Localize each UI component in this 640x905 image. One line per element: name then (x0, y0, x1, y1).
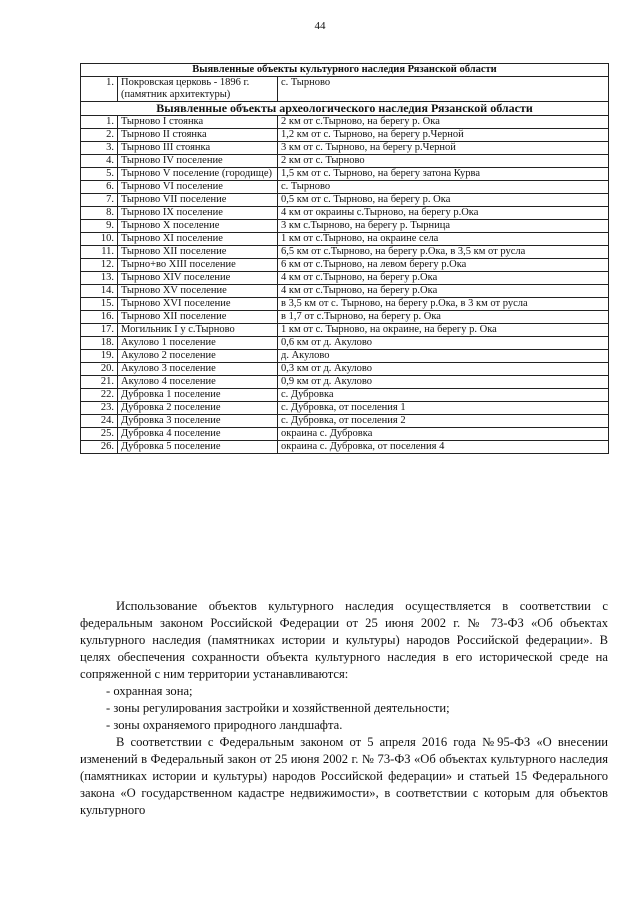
table-row (81, 428, 609, 441)
table-row (81, 337, 609, 350)
object-name: Тырно+во XIII поселение (118, 259, 278, 272)
object-name: Тырново XIV поселение (118, 272, 278, 285)
table-row (81, 259, 609, 272)
object-name: Тырново I стоянка (118, 116, 278, 129)
object-name: Тырново II стоянка (118, 129, 278, 142)
table-row (81, 194, 609, 207)
object-location: 3 км с.Тырново, на берегу р. Тырница (278, 220, 609, 233)
object-location: в 3,5 км от с. Тырново, на берегу р.Ока, в 3 км от русла (278, 298, 609, 311)
row-number: 11. (81, 246, 118, 259)
table-row (81, 129, 609, 142)
page-number: 44 (314, 20, 326, 32)
row-number: 1. (81, 116, 118, 129)
table-row (81, 415, 609, 428)
object-location: 1 км от с. Тырново, на окраине, на берегу р. Ока (278, 324, 609, 337)
table-row (81, 116, 609, 129)
row-number: 4. (81, 155, 118, 168)
object-name: Тырново VI поселение (118, 181, 278, 194)
object-name: Тырново IV поселение (118, 155, 278, 168)
row-number: 9. (81, 220, 118, 233)
table-row (81, 272, 609, 285)
section-header-row (81, 102, 609, 116)
object-location: в 1,7 от с.Тырново, на берегу р. Ока (278, 311, 609, 324)
object-name: Покровская церковь - 1896 г. (памятник архитектуры) (118, 77, 278, 102)
section-title-cultural: Выявленные объекты культурного наследия Рязанской области (81, 64, 609, 77)
table-row (81, 220, 609, 233)
object-location: 4 км от с.Тырново, на берегу р.Ока (278, 285, 609, 298)
row-number: 22. (81, 389, 118, 402)
object-name: Дубровка 4 поселение (118, 428, 278, 441)
row-number: 23. (81, 402, 118, 415)
table-row (81, 155, 609, 168)
row-number: 18. (81, 337, 118, 350)
row-number: 13. (81, 272, 118, 285)
table-row (81, 181, 609, 194)
list-item: - зоны регулирования застройки и хозяйственной деятельности; (106, 701, 450, 715)
table-row (81, 285, 609, 298)
list-item: - зоны охраняемого природного ландшафта. (106, 718, 343, 732)
object-location: с. Дубровка, от поселения 2 (278, 415, 609, 428)
table-row (81, 207, 609, 220)
object-location: 0,5 км от с. Тырново, на берегу р. Ока (278, 194, 609, 207)
object-name: Дубровка 5 поселение (118, 441, 278, 454)
heritage-objects-table (80, 63, 609, 454)
object-location: 3 км от с. Тырново, на берегу р.Черной (278, 142, 609, 155)
object-location: 1,5 км от с. Тырново, на берегу затона Курва (278, 168, 609, 181)
object-location: 0,9 км от д. Акулово (278, 376, 609, 389)
object-location: 2 км от с. Тырново (278, 155, 609, 168)
row-number: 7. (81, 194, 118, 207)
object-name: Акулово 1 поселение (118, 337, 278, 350)
row-number: 14. (81, 285, 118, 298)
row-number: 1. (81, 77, 118, 102)
table-row (81, 441, 609, 454)
object-name: Тырново XVI поселение (118, 298, 278, 311)
object-name: Тырново III стоянка (118, 142, 278, 155)
table-row (81, 363, 609, 376)
object-location: с. Дубровка (278, 389, 609, 402)
row-number: 2. (81, 129, 118, 142)
object-name: Тырново XV поселение (118, 285, 278, 298)
object-location: окраина с. Дубровка (278, 428, 609, 441)
table-row (81, 298, 609, 311)
row-number: 25. (81, 428, 118, 441)
object-location: 1 км от с.Тырново, на окраине села (278, 233, 609, 246)
table-row (81, 233, 609, 246)
section-header-row (81, 64, 609, 77)
object-name: Тырново IX поселение (118, 207, 278, 220)
object-name: Тырново XII поселение (118, 311, 278, 324)
object-location: 1,2 км от с. Тырново, на берегу р.Черной (278, 129, 609, 142)
heritage-table-body (81, 64, 609, 454)
row-number: 21. (81, 376, 118, 389)
table-row (81, 246, 609, 259)
object-location: 0,6 км от д. Акулово (278, 337, 609, 350)
object-name: Могильник I у с.Тырново (118, 324, 278, 337)
object-name: Тырново XII поселение (118, 246, 278, 259)
object-name: Акулово 2 поселение (118, 350, 278, 363)
object-location: с. Тырново (278, 77, 609, 102)
object-name: Тырново VII поселение (118, 194, 278, 207)
row-number: 3. (81, 142, 118, 155)
row-number: 24. (81, 415, 118, 428)
table-row (81, 389, 609, 402)
row-number: 19. (81, 350, 118, 363)
object-location: с. Тырново (278, 181, 609, 194)
table-row (81, 311, 609, 324)
table-row (81, 402, 609, 415)
row-number: 26. (81, 441, 118, 454)
row-number: 8. (81, 207, 118, 220)
object-name: Тырново XI поселение (118, 233, 278, 246)
object-location: 6 км от с.Тырново, на левом берегу р.Ока (278, 259, 609, 272)
table-row (81, 350, 609, 363)
row-number: 15. (81, 298, 118, 311)
object-location: 4 км от окраины с.Тырново, на берегу р.Ока (278, 207, 609, 220)
object-name: Дубровка 2 поселение (118, 402, 278, 415)
object-name: Дубровка 3 поселение (118, 415, 278, 428)
row-number: 20. (81, 363, 118, 376)
table-row (81, 324, 609, 337)
table-row (81, 142, 609, 155)
table-row (81, 168, 609, 181)
object-location: окраина с. Дубровка, от поселения 4 (278, 441, 609, 454)
row-number: 12. (81, 259, 118, 272)
object-location: 4 км от с.Тырново, на берегу р.Ока (278, 272, 609, 285)
section-title-archaeological: Выявленные объекты археологического наследия Рязанской области (81, 102, 609, 116)
paragraph: Использование объектов культурного наследия осуществляется в соответствии с федеральным законом Российской Федерации от 25 июня 2002 г. № 73-ФЗ «Об объектах культурного наследия (памятниках истории и культуры) народов Российской федерации». В целях обеспечения сохранности объекта культурного наследия в его исторической среде на сопряженной с ним территории устанавливаются: (80, 599, 608, 681)
object-name: Акулово 3 поселение (118, 363, 278, 376)
object-location: 6,5 км от с.Тырново, на берегу р.Ока, в 3,5 км от русла (278, 246, 609, 259)
row-number: 5. (81, 168, 118, 181)
row-number: 10. (81, 233, 118, 246)
object-name: Акулово 4 поселение (118, 376, 278, 389)
object-location: д. Акулово (278, 350, 609, 363)
object-location: 2 км от с.Тырново, на берегу р. Ока (278, 116, 609, 129)
object-name: Тырново X поселение (118, 220, 278, 233)
row-number: 17. (81, 324, 118, 337)
table-row (81, 376, 609, 389)
row-number: 16. (81, 311, 118, 324)
object-name: Тырново V поселение (городище) (118, 168, 278, 181)
object-name: Дубровка 1 поселение (118, 389, 278, 402)
paragraph: В соответствии с Федеральным законом от 5 апреля 2016 года №95-ФЗ «О внесении изменений в Федеральный закон от 25 июня 2002 г. № 73-ФЗ «Об объектах культурного наследия (памятниках истории и культуры) народов Российской федерации» и статьей 15 Федерального закона «О государственном кадастре недвижимости», в соответствии с которым для объектов культурного (80, 735, 608, 817)
object-location: с. Дубровка, от поселения 1 (278, 402, 609, 415)
body-text (80, 598, 608, 819)
list-item: - охранная зона; (106, 684, 193, 698)
table-row (81, 77, 609, 102)
row-number: 6. (81, 181, 118, 194)
object-location: 0,3 км от д. Акулово (278, 363, 609, 376)
